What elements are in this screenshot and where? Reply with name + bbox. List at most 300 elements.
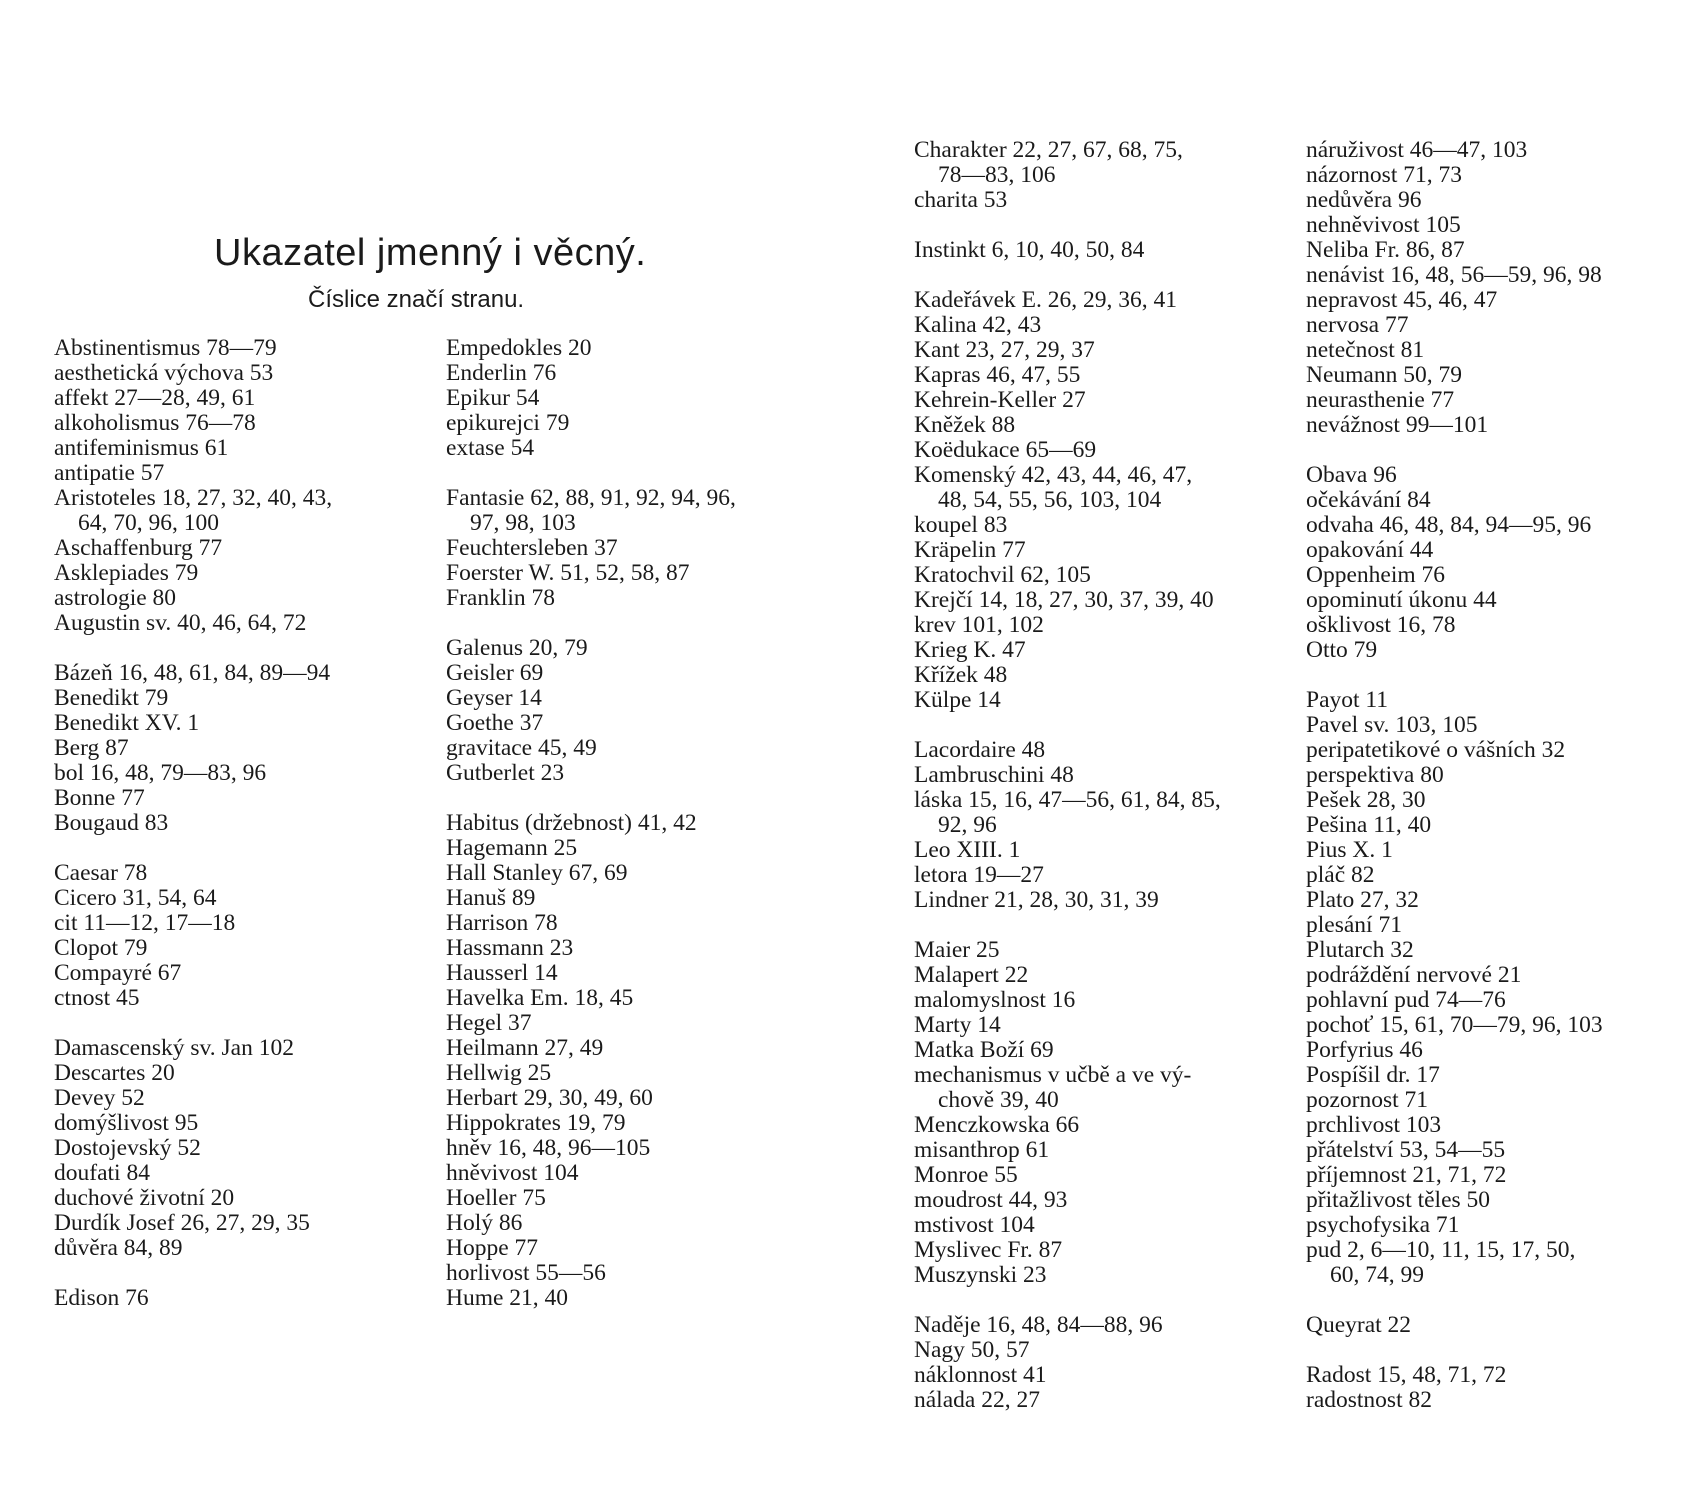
index-entry-text: Pospíšil dr. 17 [1306,1062,1440,1088]
index-entry-text: Payot 11 [1306,687,1389,713]
index-entry-text: hněvivost 104 [446,1160,579,1186]
index-entry [54,1161,434,1186]
index-entry [54,386,434,411]
index-entry [914,338,1294,363]
index-entry-text: Menczkowska 66 [914,1112,1080,1138]
index-entry [54,936,434,961]
index-entry-text: Kapras 46, 47, 55 [914,362,1081,388]
index-entry-text: Caesar 78 [54,860,148,886]
index-entry-text: krev 101, 102 [914,612,1044,638]
index-entry-text: Charakter 22, 27, 67, 68, 75, [914,137,1183,163]
index-entry-text: náklonnost 41 [914,1362,1047,1388]
index-entry [1306,1088,1704,1113]
index-entry [1306,638,1704,663]
index-entry [446,986,866,1011]
index-entry-text: epikurejci 79 [446,410,570,436]
index-entry-text: Augustin sv. 40, 46, 64, 72 [54,610,307,636]
index-entry-text: Galenus 20, 79 [446,635,588,661]
index-entry-text: příjemnost 21, 71, 72 [1306,1162,1507,1188]
index-entry-text: Bougaud 83 [54,810,169,836]
index-entry-text: Instinkt 6, 10, 40, 50, 84 [914,237,1145,263]
index-entry-text: nehněvivost 105 [1306,212,1461,238]
index-entry-text: doufati 84 [54,1160,150,1186]
index-entry [914,1188,1294,1213]
index-entry-text: Pešina 11, 40 [1306,812,1432,838]
index-entry-text: Pavel sv. 103, 105 [1306,712,1478,738]
index-entry [54,1286,434,1311]
index-entry-text: Empedokles 20 [446,335,592,361]
index-entry-text: affekt 27—28, 49, 61 [54,385,256,411]
index-entry [446,811,866,836]
index-letter-group [446,811,866,1311]
index-entry [1306,363,1704,388]
index-column-2 [446,336,866,1336]
index-entry-text: Pius X. 1 [1306,837,1393,863]
index-entry-text: Compayré 67 [54,960,182,986]
index-entry [1306,1013,1704,1038]
index-entry-text: očekávání 84 [1306,487,1431,513]
index-entry-text: Bonne 77 [54,785,145,811]
index-entry-text: Hellwig 25 [446,1060,552,1086]
index-letter-group [914,138,1294,213]
index-entry-text: nepravost 45, 46, 47 [1306,287,1498,313]
page-subtitle: Číslice značí stranu. [308,286,525,313]
index-entry-text: pud 2, 6—10, 11, 15, 17, 50, [1306,1237,1576,1263]
index-entry-continuation: chově 39, 40 [938,1087,1059,1113]
index-entry-continuation: 64, 70, 96, 100 [78,510,219,536]
index-entry [54,661,434,686]
index-letter-group [446,636,866,786]
index-entry [914,413,1294,438]
index-entry [54,911,434,936]
index-entry-text: nálada 22, 27 [914,1387,1040,1413]
index-entry-text: charita 53 [914,187,1008,213]
index-entry [914,388,1294,413]
index-entry [914,963,1294,988]
index-entry [914,1338,1294,1363]
index-entry-text: neurasthenie 77 [1306,387,1455,413]
index-letter-group [54,1036,434,1261]
index-entry [54,1111,434,1136]
index-column-3 [914,138,1294,1438]
index-entry-text: koupel 83 [914,512,1008,538]
index-entry [914,838,1294,863]
index-entry-text: Matka Boží 69 [914,1037,1054,1063]
index-entry [446,961,866,986]
index-entry-text: přitažlivost těles 50 [1306,1187,1491,1213]
index-entry-text: Foerster W. 51, 52, 58, 87 [446,560,690,586]
index-entry [1306,1313,1704,1338]
index-entry-text: Durdík Josef 26, 27, 29, 35 [54,1210,310,1236]
index-entry-text: Lacordaire 48 [914,737,1046,763]
index-letter-group [1306,463,1704,663]
index-entry [54,861,434,886]
index-letter-group [54,1286,434,1311]
index-letter-group [1306,1363,1704,1413]
index-entry [1306,788,1704,813]
index-letter-group [446,336,866,461]
index-entry-text: Geyser 14 [446,685,542,711]
index-letter-group [914,288,1294,713]
index-entry [1306,688,1704,713]
index-entry-text: peripatetikové o vášních 32 [1306,737,1566,763]
index-entry [1306,163,1704,188]
index-entry [914,638,1294,663]
index-entry [446,1286,866,1311]
index-entry-text: Monroe 55 [914,1162,1018,1188]
index-entry-text: Aristoteles 18, 27, 32, 40, 43, [54,485,333,511]
index-entry-text: letora 19—27 [914,862,1044,888]
index-entry [1306,963,1704,988]
index-entry-text: psychofysika 71 [1306,1212,1460,1238]
index-entry [914,438,1294,463]
index-letter-group [1306,688,1704,1288]
index-entry-text: Muszynski 23 [914,1262,1047,1288]
index-entry-text: Obava 96 [1306,462,1397,488]
index-entry-text: pláč 82 [1306,862,1375,888]
index-entry [54,1036,434,1061]
index-entry [1306,938,1704,963]
index-entry-text: opakování 44 [1306,537,1434,563]
index-entry-text: Hoppe 77 [446,1235,539,1261]
index-entry [54,1236,434,1261]
index-entry-text: Harrison 78 [446,910,558,936]
index-entry-text: opominutí úkonu 44 [1306,587,1497,613]
index-entry-text: Oppenheim 76 [1306,562,1446,588]
index-entry-text: Koëdukace 65—69 [914,437,1097,463]
index-entry-text: odvaha 46, 48, 84, 94—95, 96 [1306,512,1592,538]
index-entry [914,938,1294,963]
index-entry [54,611,434,636]
index-entry [1306,913,1704,938]
index-entry [1306,513,1704,538]
index-entry-text: Hoeller 75 [446,1185,546,1211]
index-entry [446,836,866,861]
index-entry [914,1213,1294,1238]
index-entry-text: Kehrein-Keller 27 [914,387,1086,413]
index-entry-text: Kratochvil 62, 105 [914,562,1091,588]
index-entry-text: ošklivost 16, 78 [1306,612,1456,638]
index-entry [914,863,1294,888]
index-entry-text: cit 11—12, 17—18 [54,910,236,936]
index-entry-text: Damascenský sv. Jan 102 [54,1035,294,1061]
index-entry [54,886,434,911]
index-entry [54,1211,434,1236]
index-entry-text: Geisler 69 [446,660,544,686]
index-entry [1306,463,1704,488]
index-entry-text: pozornost 71 [1306,1087,1429,1113]
index-entry-text: přátelství 53, 54—55 [1306,1137,1506,1163]
index-entry [446,936,866,961]
index-entry [446,561,866,586]
index-entry [1306,1138,1704,1163]
index-entry-text: Devey 52 [54,1085,145,1111]
index-entry-text: Aschaffenburg 77 [54,535,223,561]
index-entry [446,1011,866,1036]
index-entry-text: Gutberlet 23 [446,760,565,786]
index-entry [446,736,866,761]
index-entry-text: Descartes 20 [54,1060,175,1086]
index-entry-text: domýšlivost 95 [54,1110,199,1136]
index-entry-text: Herbart 29, 30, 49, 60 [446,1085,653,1111]
index-entry [1306,313,1704,338]
index-entry [1306,738,1704,763]
index-entry-continuation: 48, 54, 55, 56, 103, 104 [938,487,1162,513]
index-entry-text: Naděje 16, 48, 84—88, 96 [914,1312,1163,1338]
index-entry [446,661,866,686]
index-entry-text: Enderlin 76 [446,360,557,386]
index-entry-text: Feuchtersleben 37 [446,535,618,561]
index-entry-text: Holý 86 [446,1210,523,1236]
index-entry-text: Abstinentismus 78—79 [54,335,277,361]
index-entry [446,486,866,536]
index-entry-text: Hegel 37 [446,1010,532,1036]
index-entry-text: plesání 71 [1306,912,1402,938]
index-entry [446,1236,866,1261]
index-entry [1306,288,1704,313]
index-entry-text: náruživost 46—47, 103 [1306,137,1528,163]
index-entry [914,588,1294,613]
index-entry-text: perspektiva 80 [1306,762,1444,788]
index-entry-text: Nagy 50, 57 [914,1337,1030,1363]
index-entry-text: Franklin 78 [446,585,556,611]
index-entry [1306,1188,1704,1213]
index-entry-text: moudrost 44, 93 [914,1187,1068,1213]
index-entry-text: pohlavní pud 74—76 [1306,987,1506,1013]
index-entry [446,586,866,611]
index-entry [1306,238,1704,263]
index-entry [446,411,866,436]
index-entry-text: podráždění nervové 21 [1306,962,1522,988]
index-entry-text: nedůvěra 96 [1306,187,1422,213]
index-entry [54,711,434,736]
index-entry [914,738,1294,763]
index-entry [54,486,434,536]
index-entry [54,761,434,786]
index-entry [54,436,434,461]
index-entry [1306,1213,1704,1238]
index-entry [446,886,866,911]
index-entry [914,1138,1294,1163]
index-entry-text: nervosa 77 [1306,312,1409,338]
index-entry [914,238,1294,263]
index-entry-text: radostnost 82 [1306,1387,1432,1413]
index-entry [446,1261,866,1286]
index-entry [914,1063,1294,1113]
index-entry-text: Leo XIII. 1 [914,837,1021,863]
index-entry-text: gravitace 45, 49 [446,735,597,761]
index-entry-text: netečnost 81 [1306,337,1425,363]
index-entry [446,686,866,711]
index-entry [1306,613,1704,638]
index-entry-text: Havelka Em. 18, 45 [446,985,634,1011]
index-entry-text: Hagemann 25 [446,835,578,861]
index-entry [446,711,866,736]
index-entry [446,1211,866,1236]
index-entry-text: nevážnost 99—101 [1306,412,1489,438]
index-entry [914,1363,1294,1388]
index-entry [54,586,434,611]
index-entry-text: Kräpelin 77 [914,537,1026,563]
index-entry [54,1086,434,1111]
index-entry-text: aesthetická výchova 53 [54,360,274,386]
index-entry-text: Kněžek 88 [914,412,1016,438]
index-entry-text: Benedikt XV. 1 [54,710,200,736]
index-entry [914,1263,1294,1288]
index-entry [54,1136,434,1161]
index-entry [1306,1163,1704,1188]
index-entry-text: Habitus (držebnost) 41, 42 [446,810,697,836]
index-entry-text: Queyrat 22 [1306,1312,1412,1338]
index-entry [54,536,434,561]
index-entry [914,663,1294,688]
index-entry [446,1086,866,1111]
index-entry [1306,988,1704,1013]
index-entry-continuation: 60, 74, 99 [1330,1262,1424,1288]
index-entry [446,1161,866,1186]
index-entry [446,1136,866,1161]
index-entry-text: antipatie 57 [54,460,165,486]
index-entry [1306,488,1704,513]
index-entry [54,361,434,386]
index-entry-text: mechanismus v učbě a ve vý- [914,1062,1192,1088]
index-entry-text: Malapert 22 [914,962,1029,988]
index-entry [54,1186,434,1211]
index-entry-continuation: 78—83, 106 [938,162,1056,188]
index-entry [914,1013,1294,1038]
index-entry [914,613,1294,638]
index-entry-text: Kadeřávek E. 26, 29, 36, 41 [914,287,1177,313]
index-letter-group [1306,1313,1704,1338]
index-letter-group [54,661,434,836]
index-entry [914,788,1294,838]
index-entry-text: Fantasie 62, 88, 91, 92, 94, 96, [446,485,736,511]
index-entry-text: Plato 27, 32 [1306,887,1419,913]
index-entry [54,336,434,361]
index-entry [1306,263,1704,288]
index-entry [1306,713,1704,738]
index-entry [914,188,1294,213]
index-entry [1306,1063,1704,1088]
index-entry-text: duchové životní 20 [54,1185,235,1211]
index-entry [54,686,434,711]
page-title: Ukazatel jmenný i věcný. [214,232,647,274]
index-entry-text: alkoholismus 76—78 [54,410,256,436]
index-entry-text: horlivost 55—56 [446,1260,606,1286]
index-entry [1306,138,1704,163]
index-entry-text: Edison 76 [54,1285,149,1311]
index-entry [914,1163,1294,1188]
index-entry [446,536,866,561]
index-entry [1306,838,1704,863]
index-entry-text: Křížek 48 [914,662,1008,688]
index-entry [914,888,1294,913]
index-entry-text: láska 15, 16, 47—56, 61, 84, 85, [914,787,1221,813]
index-entry [1306,813,1704,838]
index-entry [914,1038,1294,1063]
index-entry [1306,213,1704,238]
index-entry-text: prchlivost 103 [1306,1112,1442,1138]
index-entry-text: Hanuš 89 [446,885,536,911]
index-letter-group [446,486,866,611]
index-entry-text: Neliba Fr. 86, 87 [1306,237,1465,263]
index-entry [1306,388,1704,413]
index-entry [914,538,1294,563]
index-entry [54,986,434,1011]
index-entry-text: Berg 87 [54,735,129,761]
index-entry [914,688,1294,713]
index-entry-text: nenávist 16, 48, 56—59, 96, 98 [1306,262,1602,288]
index-letter-group [914,938,1294,1288]
index-entry-text: Krejčí 14, 18, 27, 30, 37, 39, 40 [914,587,1214,613]
index-entry-text: Asklepiades 79 [54,560,199,586]
index-entry [1306,588,1704,613]
index-entry [446,761,866,786]
index-entry-text: Hausserl 14 [446,960,558,986]
index-entry-text: Lindner 21, 28, 30, 31, 39 [914,887,1159,913]
index-entry-text: Marty 14 [914,1012,1001,1038]
index-column-1 [54,336,434,1336]
index-entry [914,363,1294,388]
index-entry [914,1238,1294,1263]
index-entry-continuation: 92, 96 [938,812,997,838]
index-entry [54,736,434,761]
index-letter-group [914,1313,1294,1413]
index-entry-text: mstivost 104 [914,1212,1035,1238]
index-entry [914,288,1294,313]
index-letter-group [914,738,1294,913]
index-entry [914,1313,1294,1338]
index-entry [1306,1038,1704,1063]
index-entry-text: Hall Stanley 67, 69 [446,860,628,886]
index-entry [54,461,434,486]
index-entry [1306,338,1704,363]
index-entry-text: extase 54 [446,435,535,461]
index-entry-text: Epikur 54 [446,385,540,411]
index-entry-text: bol 16, 48, 79—83, 96 [54,760,267,786]
index-entry-text: názornost 71, 73 [1306,162,1462,188]
index-entry [1306,1363,1704,1388]
index-entry [1306,563,1704,588]
index-entry-text: Cicero 31, 54, 64 [54,885,217,911]
index-entry-text: Krieg K. 47 [914,637,1026,663]
index-entry-text: antifeminismus 61 [54,435,229,461]
index-entry-text: Hippokrates 19, 79 [446,1110,626,1136]
index-entry [914,313,1294,338]
index-entry-text: Maier 25 [914,937,1000,963]
index-entry [446,1036,866,1061]
index-entry-text: Otto 79 [1306,637,1378,663]
index-entry-text: ctnost 45 [54,985,140,1011]
index-entry [914,763,1294,788]
index-entry [914,513,1294,538]
index-entry-text: misanthrop 61 [914,1137,1050,1163]
index-letter-group [54,336,434,636]
index-entry [446,436,866,461]
index-entry [914,1113,1294,1138]
index-entry [446,1061,866,1086]
index-entry-text: astrologie 80 [54,585,177,611]
index-entry [1306,863,1704,888]
index-entry-text: malomyslnost 16 [914,987,1076,1013]
index-entry-text: Radost 15, 48, 71, 72 [1306,1362,1507,1388]
index-entry-text: Kalina 42, 43 [914,312,1042,338]
index-entry-text: Bázeň 16, 48, 61, 84, 89—94 [54,660,331,686]
index-entry-text: Neumann 50, 79 [1306,362,1462,388]
index-entry-text: pochoť 15, 61, 70—79, 96, 103 [1306,1012,1603,1038]
index-entry-text: Lambruschini 48 [914,762,1074,788]
index-entry-text: Pešek 28, 30 [1306,787,1426,813]
